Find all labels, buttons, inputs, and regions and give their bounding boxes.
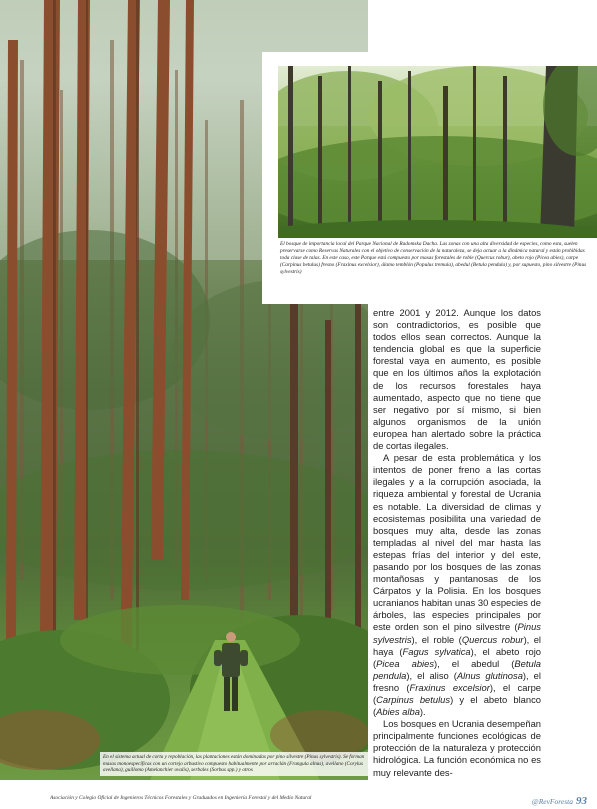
page-footer — [0, 790, 597, 808]
article-body — [373, 307, 541, 779]
paragraph: Los bosques en Ucrania desempeñan principalmente funciones ecológicas de protección de la naturaleza y protección hidrológica. La función económica no es muy relevante des- — [373, 718, 541, 778]
inset-photo-caption: El bosque de importancia local del Parque Nacional de Radomska Dacha. Las zonas con una alta diversidad de especies, como esta, suelen preservarse como Reservas Naturales con el objetivo de conservación de la naturaleza, se deja actuar a la dinámica natural y están prohibidas toda clase de talas. En este caso, este Parque está compuesto por masas forestales de roble (Quercus robur), abeto rojo (Picea abies), carpe (Carpinus betulus) fresno (Fraxinus excelsior), álamo temblón (Populus tremula), abedul (Betula pendula) y, por supuesto, pino silvestre (Pinus sylvestris) — [280, 241, 587, 275]
paragraph: entre 2001 y 2012. Aunque los datos son contradictorios, es posible que todos ellos sean correctos. Aunque la tendencia global es que la superficie forestal vaya en aumento, es posible que en los últimos años la explotación de los recursos forestales haya aumentado, aspecto que no tiene que ser negativo por sí mismo, si bien algunos organismos de la unión europea han alertado sobre la práctica de cortas ilegales. — [373, 307, 541, 452]
magazine-handle: @RevForesta — [531, 797, 573, 806]
paragraph: A pesar de esta problemática y los intentos de poner freno a las cortas ilegales y a la corrupción asociada, la riqueza ambiental y forestal de Ucrania es notable. La diversidad de climas y ecosistemas posibilita una variedad de bosques muy alta, desde las zonas templadas al nivel del mar hasta las estepas frías del interior y del este, pasando por los bosques de las zonas montañosas y pantanosas de los Cárpatos y la Polisia. En los bosques ucranianos habitan unas 30 especies de árboles, las especies principales por este orden son el pino silvestre (Pinus sylvestris), el roble (Quercus robur), el haya (Fagus sylvatica), el abeto rojo (Picea abies), el abedul (Betula pendula), el aliso (Alnus glutinosa), el fresno (Fraxinus excelsior), el carpe (Carpinus betulus) y el abeto blanco (Abies alba). — [373, 452, 542, 718]
page-number: 93 — [576, 795, 587, 807]
publisher-name: Asociación y Colegio Oficial de Ingenieros Técnicos Forestales y Graduados en Ingeniería Forestal y del Medio Natural — [50, 795, 312, 801]
forest-photo-inset — [278, 66, 597, 238]
main-photo-caption: En el sistema actual de corta y repoblación, las plantaciones están dominadas por pino silvestre (Pinus sylvestris). Se forman masas monoespecíficas con un cortejo arbustivo compuesto habitualmente por arraclán (Frangula alnus), avellano (Corylus avellana), guillomo (Amelanchier ovalis), serbales (Sorbus spp.) y otros — [100, 752, 374, 776]
footer-magazine — [532, 791, 587, 809]
